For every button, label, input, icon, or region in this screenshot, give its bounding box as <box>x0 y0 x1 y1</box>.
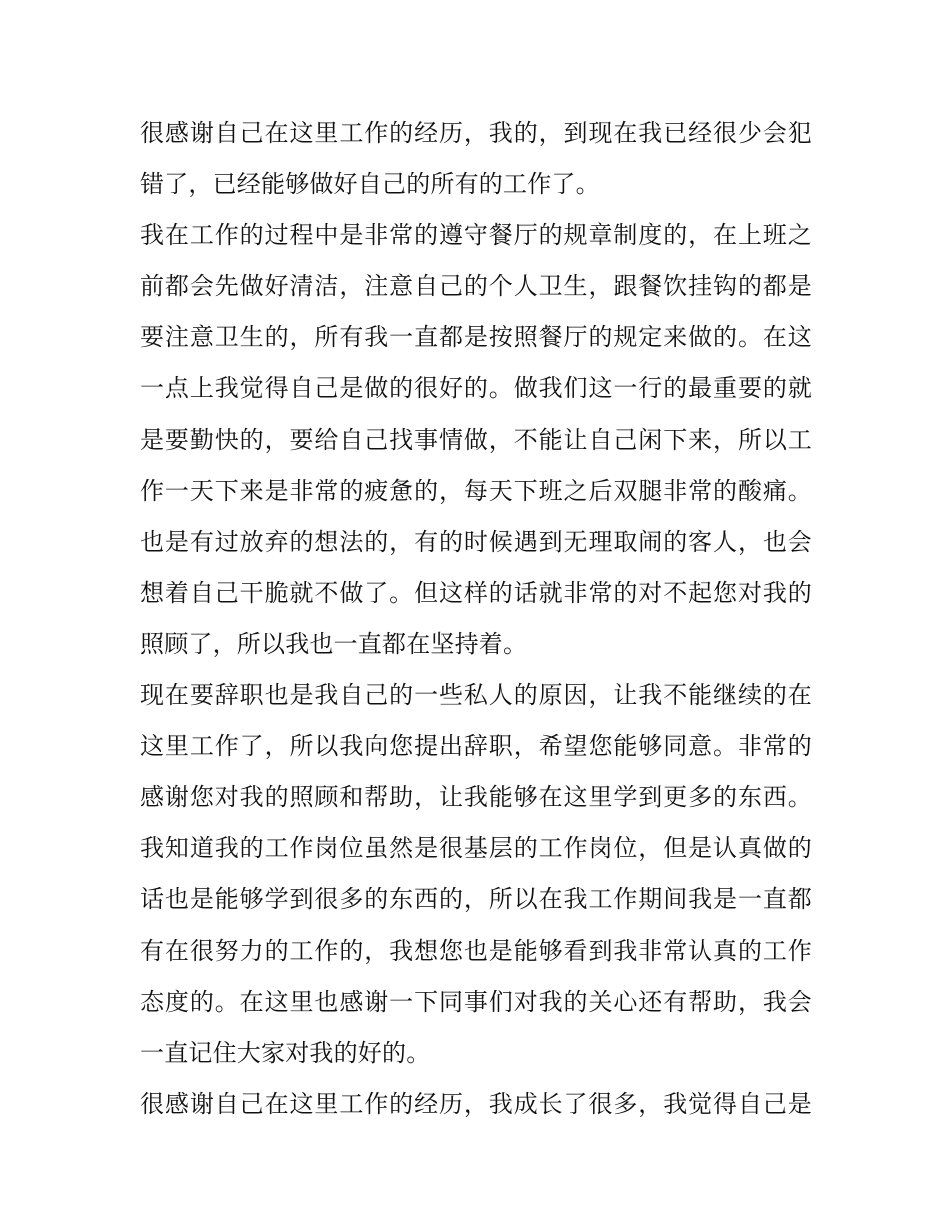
text-line: 我在工作的过程中是非常的遵守餐厅的规章制度的，在上班之 <box>140 221 812 250</box>
text-line: 错了，已经能够做好自己的所有的工作了。 <box>140 170 600 199</box>
paragraph-3 <box>140 670 812 1079</box>
text-line: 很感谢自己在这里工作的经历，我成长了很多，我觉得自己是 <box>140 1089 812 1118</box>
paragraph-2 <box>140 210 812 670</box>
paragraph-4 <box>140 1079 812 1130</box>
text-line: 一直记住大家对我的好的。 <box>140 1038 431 1067</box>
text-line: 想着自己干脆就不做了。但这样的话就非常的对不起您对我的 <box>140 578 812 607</box>
paragraph-1 <box>140 108 812 210</box>
document-body <box>140 108 812 1130</box>
text-line: 一点上我觉得自己是做的很好的。做我们这一行的最重要的就 <box>140 374 812 403</box>
text-line: 这里工作了，所以我向您提出辞职，希望您能够同意。非常的 <box>140 732 812 761</box>
text-line: 前都会先做好清洁，注意自己的个人卫生，跟餐饮挂钩的都是 <box>140 272 812 301</box>
text-line: 要注意卫生的，所有我一直都是按照餐厅的规定来做的。在这 <box>140 323 812 352</box>
text-line: 作一天下来是非常的疲惫的，每天下班之后双腿非常的酸痛。 <box>140 476 812 505</box>
text-line: 感谢您对我的照顾和帮助，让我能够在这里学到更多的东西。 <box>140 783 812 812</box>
text-line: 我知道我的工作岗位虽然是很基层的工作岗位，但是认真做的 <box>140 834 812 863</box>
text-line: 现在要辞职也是我自己的一些私人的原因，让我不能继续的在 <box>140 681 812 710</box>
text-line: 很感谢自己在这里工作的经历，我的，到现在我已经很少会犯 <box>140 119 812 147</box>
text-line: 也是有过放弃的想法的，有的时候遇到无理取闹的客人，也会 <box>140 527 812 556</box>
text-line: 照顾了，所以我也一直都在坚持着。 <box>140 629 528 658</box>
text-line: 话也是能够学到很多的东西的，所以在我工作期间我是一直都 <box>140 885 812 914</box>
text-line: 态度的。在这里也感谢一下同事们对我的关心还有帮助，我会 <box>140 987 812 1016</box>
text-line: 是要勤快的，要给自己找事情做，不能让自己闲下来，所以工 <box>140 425 812 454</box>
text-line: 有在很努力的工作的，我想您也是能够看到我非常认真的工作 <box>140 936 812 965</box>
